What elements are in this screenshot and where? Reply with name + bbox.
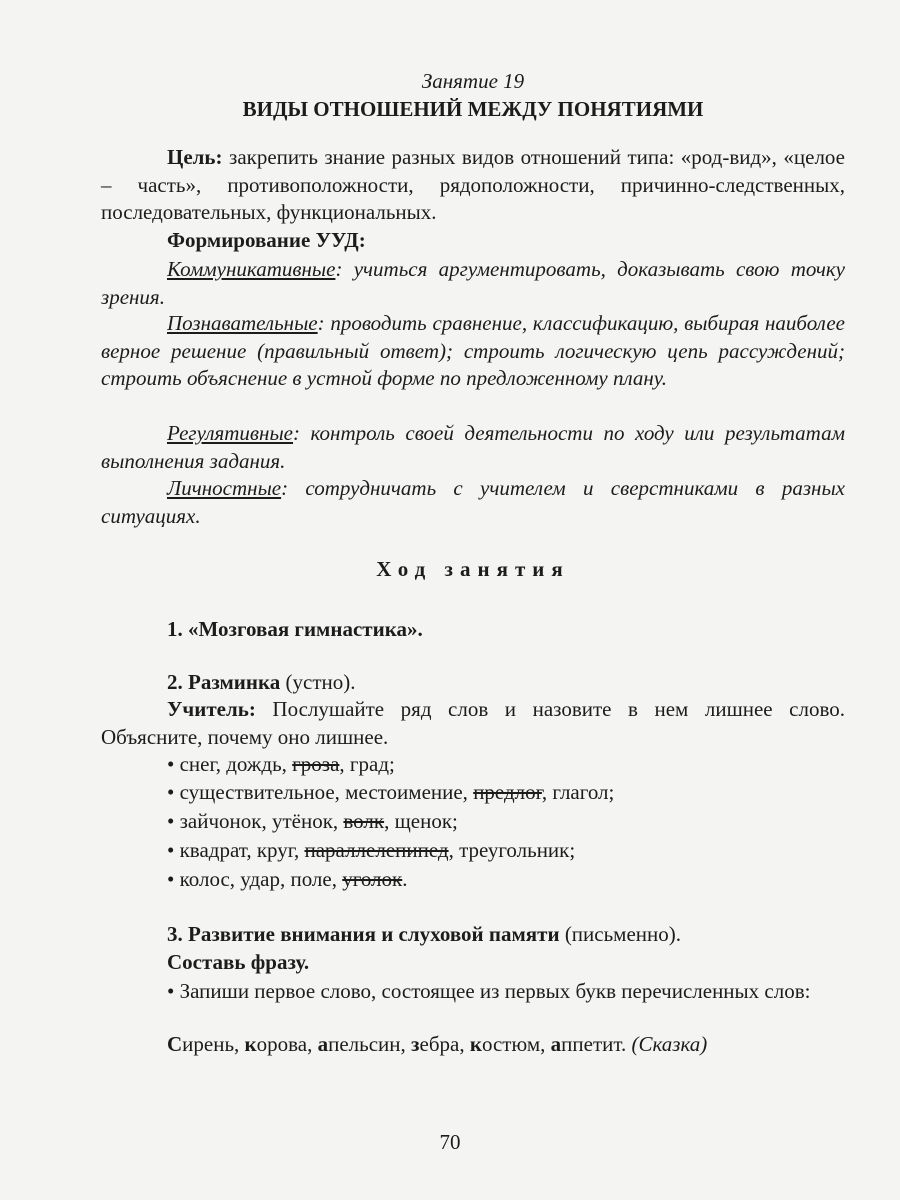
lesson-number: Занятие 19 bbox=[421, 69, 525, 93]
list-item: • зайчонок, утёнок, волк, щенок; bbox=[167, 809, 458, 833]
uud-text: : проводить сравнение, классификацию, выбирая наиболее верное решение (правильный ответ); строить логическую цепь рассуждений; строить объяснение в устной форме по предложенному плану. bbox=[101, 311, 845, 391]
step3-subtitle: Составь фразу. bbox=[167, 950, 310, 974]
uud-text: : учиться аргументировать, доказывать свою точку зрения. bbox=[101, 257, 845, 309]
struck-word: предлог bbox=[473, 780, 542, 804]
list-item: • существительное, местоимение, предлог, глагол; bbox=[167, 780, 615, 804]
answer: (Сказка) bbox=[631, 1032, 708, 1056]
teacher-instruction bbox=[101, 696, 845, 751]
uud-personal bbox=[101, 475, 845, 530]
page-title: ВИДЫ ОТНОШЕНИЙ МЕЖДУ ПОНЯТИЯМИ bbox=[242, 97, 704, 121]
uud-label: Познавательные bbox=[167, 311, 318, 335]
uud-communicative bbox=[101, 256, 845, 311]
uud-cognitive bbox=[101, 310, 845, 393]
struck-word: волк bbox=[343, 809, 385, 833]
list-item: • квадрат, круг, параллелепипед, треугольник; bbox=[167, 838, 576, 862]
struck-word: уголок bbox=[342, 867, 403, 891]
step2-title: 2. Разминка bbox=[167, 670, 281, 694]
teacher-label: Учитель: bbox=[167, 697, 256, 721]
uud-heading: Формирование УУД: bbox=[167, 228, 366, 252]
step1-heading: 1. «Мозговая гимнастика». bbox=[167, 617, 423, 641]
goal-text: закрепить знание разных видов отношений типа: «род-вид», «целое – часть», противоположности, рядоположности, причинно-следственных, последовательных, функциональных. bbox=[101, 145, 845, 225]
list-item: • колос, удар, поле, уголок. bbox=[167, 867, 408, 891]
teacher-text: Послушайте ряд слов и назовите в нем лишнее слово. Объясните, почему оно лишнее. bbox=[101, 697, 845, 749]
uud-label: Личностные bbox=[167, 476, 282, 500]
step3-task: • Запиши первое слово, состоящее из первых букв перечисленных слов: bbox=[167, 979, 811, 1003]
step3-title: 3. Развитие внимания и слуховой памяти bbox=[167, 922, 560, 946]
struck-word: параллелепипед bbox=[304, 838, 449, 862]
step2-note: (устно). bbox=[280, 670, 356, 694]
uud-regulatory bbox=[101, 420, 845, 475]
word-list: Сирень, корова, апельсин, зебра, костюм, аппетит. (Сказка) bbox=[167, 1032, 708, 1056]
list-item: • снег, дождь, гроза, град; bbox=[167, 752, 395, 776]
page-number: 70 bbox=[439, 1130, 461, 1154]
step3-heading bbox=[101, 921, 845, 949]
uud-label: Регулятивные bbox=[167, 421, 293, 445]
goal-paragraph bbox=[101, 144, 845, 227]
uud-text: : контроль своей деятельности по ходу или результатам выполнения задания. bbox=[101, 421, 845, 473]
uud-label: Коммуникативные bbox=[167, 257, 336, 281]
step3-note: (письменно). bbox=[559, 922, 682, 946]
struck-word: гроза bbox=[292, 752, 340, 776]
course-heading: Ход занятия bbox=[376, 557, 570, 581]
goal-label: Цель: bbox=[167, 145, 223, 169]
step2-heading bbox=[101, 669, 845, 697]
uud-text: : сотрудничать с учителем и сверстниками в разных ситуациях. bbox=[101, 476, 845, 528]
